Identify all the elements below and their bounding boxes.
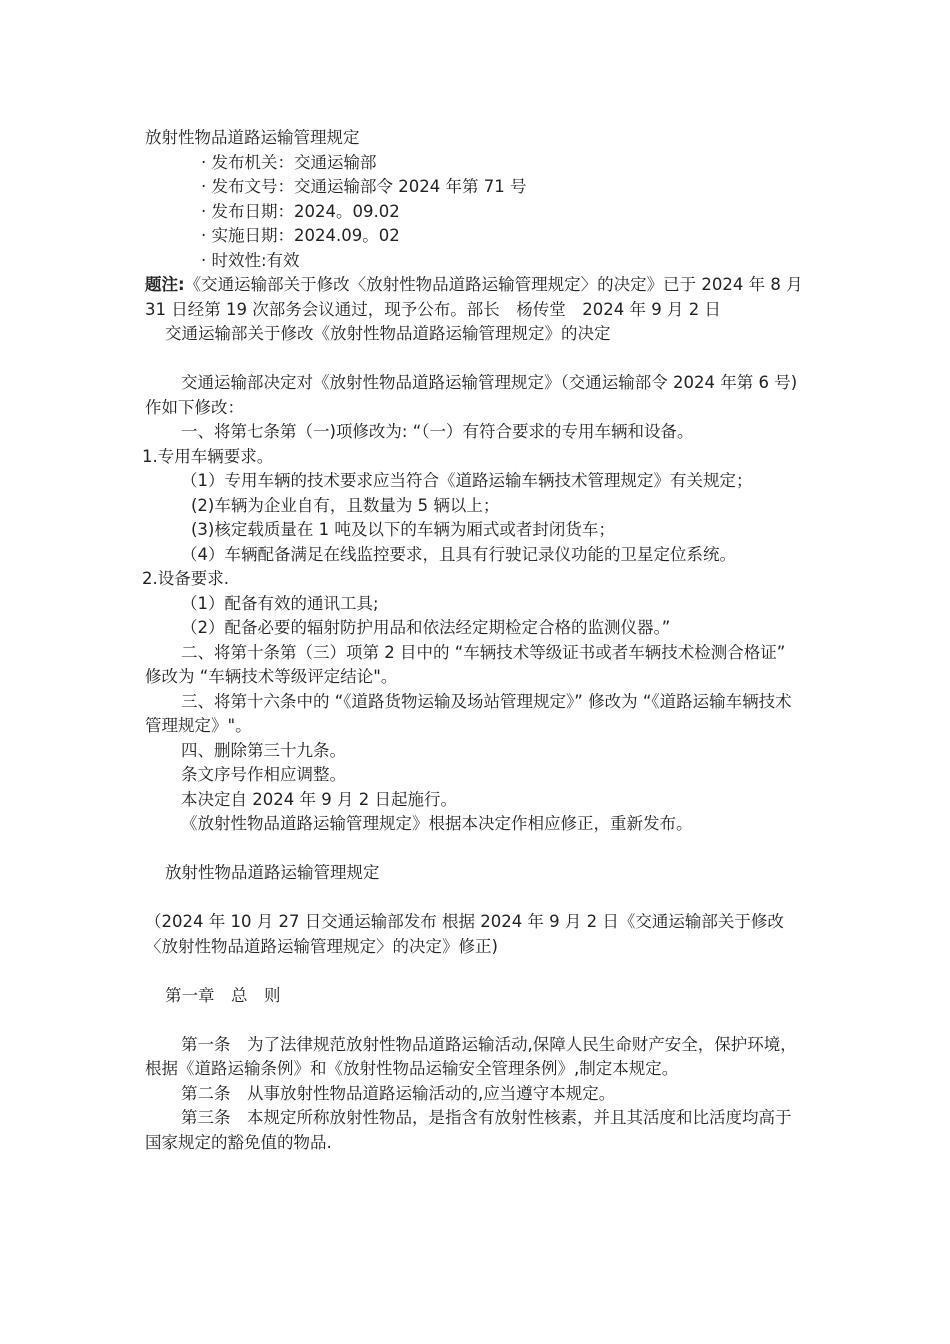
amendment-item-3: 三、将第十六条中的 “《道路货物运输及场站管理规定》” 修改为 “《道路运输车辆技术管理规定》"。 [145, 691, 792, 735]
equipment-req-1: （1）配备有效的通讯工具; [181, 593, 379, 613]
note-paragraph [145, 273, 805, 322]
amendment-item-2: 二、将第十条第（三）项第 2 目中的 “车辆技术等级证书或者车辆技术检测合格证” 修改为 “车辆技术等级评定结论"。 [145, 642, 786, 686]
article-1: 第一条 为了法律规范放射性物品道路运输活动,保障人民生命财产安全，保护环境，根据《道路运输条例》和《放射性物品运输安全管理条例》,制定本规定。 [145, 1034, 797, 1078]
equipment-req-2: （2）配备必要的辐射防护用品和依法经定期检定合格的监测仪器。” [181, 618, 671, 637]
decision-intro: 交通运输部决定对《放射性物品道路运输管理规定》（交通运输部令 2024 年第 6 号)作如下修改： [145, 373, 798, 417]
article-2: 第二条 从事放射性物品道路运输活动的,应当遵守本规定。 [181, 1083, 616, 1103]
vehicle-req-3: (3)核定载质量在 1 吨及以下的车辆为厢式或者封闭货车； [191, 520, 615, 539]
spacer [145, 886, 805, 911]
regulation-source: （2024 年 10 月 27 日交通运输部发布 根据 2024 年 9 月 2 日《交通运输部关于修改〈放射性物品道路运输管理规定〉的决定》修正) [145, 912, 784, 956]
renumber-note: 条文序号作相应调整。 [181, 765, 346, 784]
sub-heading-vehicles: 1.专用车辆要求。 [142, 446, 274, 466]
chapter-heading: 第一章 总 则 [165, 985, 281, 1005]
note-label: 题注: [145, 275, 185, 294]
amendment-item-1: 一、将第七条第（一)项修改为: “（一）有符合要求的专用车辆和设备。 [181, 422, 694, 441]
spacer [145, 1008, 805, 1033]
meta-validity: · 时效性:有效 [201, 250, 300, 270]
meta-issuer: · 发布机关：交通运输部 [201, 152, 377, 172]
vehicle-req-2: (2)车辆为企业自有，且数量为 5 辆以上； [191, 495, 500, 515]
sub-heading-equipment: 2.设备要求. [142, 569, 229, 588]
decision-title: 交通运输部关于修改《放射性物品道路运输管理规定》的决定 [165, 324, 611, 343]
republish-note: 《放射性物品道路运输管理规定》根据本决定作相应修正，重新发布。 [181, 814, 693, 833]
meta-doc-number: · 发布文号：交通运输部令 2024 年第 71 号 [201, 177, 527, 196]
vehicle-req-1: （1）专用车辆的技术要求应当符合《道路运输车辆技术管理规定》有关规定； [181, 471, 753, 490]
meta-effective-date: · 实施日期：2024.09。02 [201, 226, 400, 245]
amendment-item-4: 四、删除第三十九条。 [181, 740, 346, 760]
meta-publish-date: · 发布日期：2024。09.02 [201, 201, 400, 221]
vehicle-req-4: （4）车辆配备满足在线监控要求，且具有行驶记录仪功能的卫星定位系统。 [181, 544, 736, 564]
spacer [145, 959, 805, 984]
effective-note: 本决定自 2024 年 9 月 2 日起施行。 [181, 789, 457, 809]
spacer [145, 347, 805, 372]
document-body [142, 126, 805, 1155]
spacer [145, 837, 805, 862]
document-title: 放射性物品道路运输管理规定 [145, 128, 360, 147]
regulation-title: 放射性物品道路运输管理规定 [165, 863, 380, 882]
article-3: 第三条 本规定所称放射性物品，是指含有放射性核素，并且其活度和比活度均高于国家规定的豁免值的物品. [145, 1108, 792, 1152]
note-text: 《交通运输部关于修改〈放射性物品道路运输管理规定〉的决定》已于 2024 年 8 月 31 日经第 19 次部务会议通过，现予公布。部长 杨传堂 2024 年 9 月 2 日 [145, 275, 803, 319]
